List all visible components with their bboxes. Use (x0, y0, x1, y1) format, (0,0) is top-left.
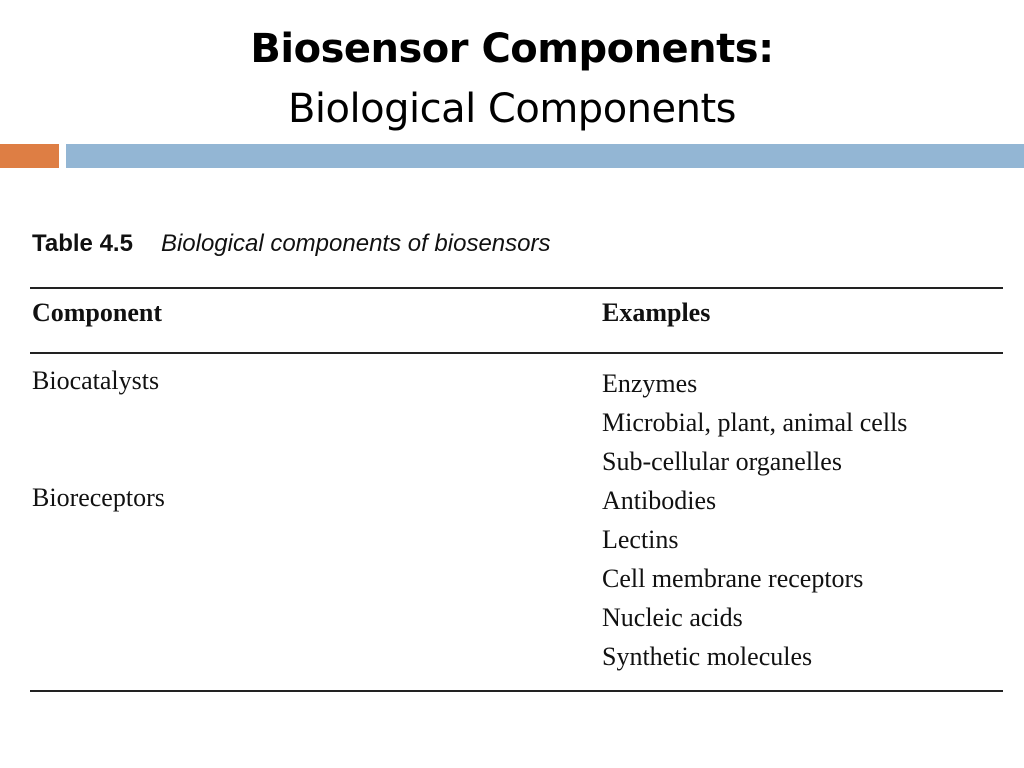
component-bioreceptors: Bioreceptors (32, 483, 165, 512)
examples-list (602, 364, 907, 676)
example-item: Nucleic acids (602, 603, 743, 632)
component-biocatalysts: Biocatalysts (32, 366, 160, 395)
example-item: Lectins (602, 525, 679, 554)
accent-bar-blue (66, 144, 1024, 168)
header-component: Component (32, 298, 163, 327)
accent-bar-orange (0, 144, 59, 168)
example-item: Synthetic molecules (602, 642, 813, 671)
table-number: Table 4.5 (32, 230, 133, 257)
example-item: Enzymes (602, 369, 698, 398)
slide-title (0, 20, 1024, 140)
table-top-rule (30, 287, 1003, 289)
example-item: Microbial, plant, animal cells (602, 408, 908, 437)
example-item: Cell membrane receptors (602, 564, 864, 593)
header-examples: Examples (602, 298, 711, 327)
table-header-rule (30, 352, 1003, 354)
table-caption-text: Biological components of biosensors (160, 230, 551, 257)
slide-title-main: Biosensor Components: (250, 26, 774, 72)
slide-title-sub: Biological Components (287, 86, 736, 132)
example-item: Sub-cellular organelles (602, 447, 842, 476)
example-item: Antibodies (602, 486, 717, 515)
table-caption (32, 230, 551, 258)
table-bottom-rule (30, 690, 1003, 692)
